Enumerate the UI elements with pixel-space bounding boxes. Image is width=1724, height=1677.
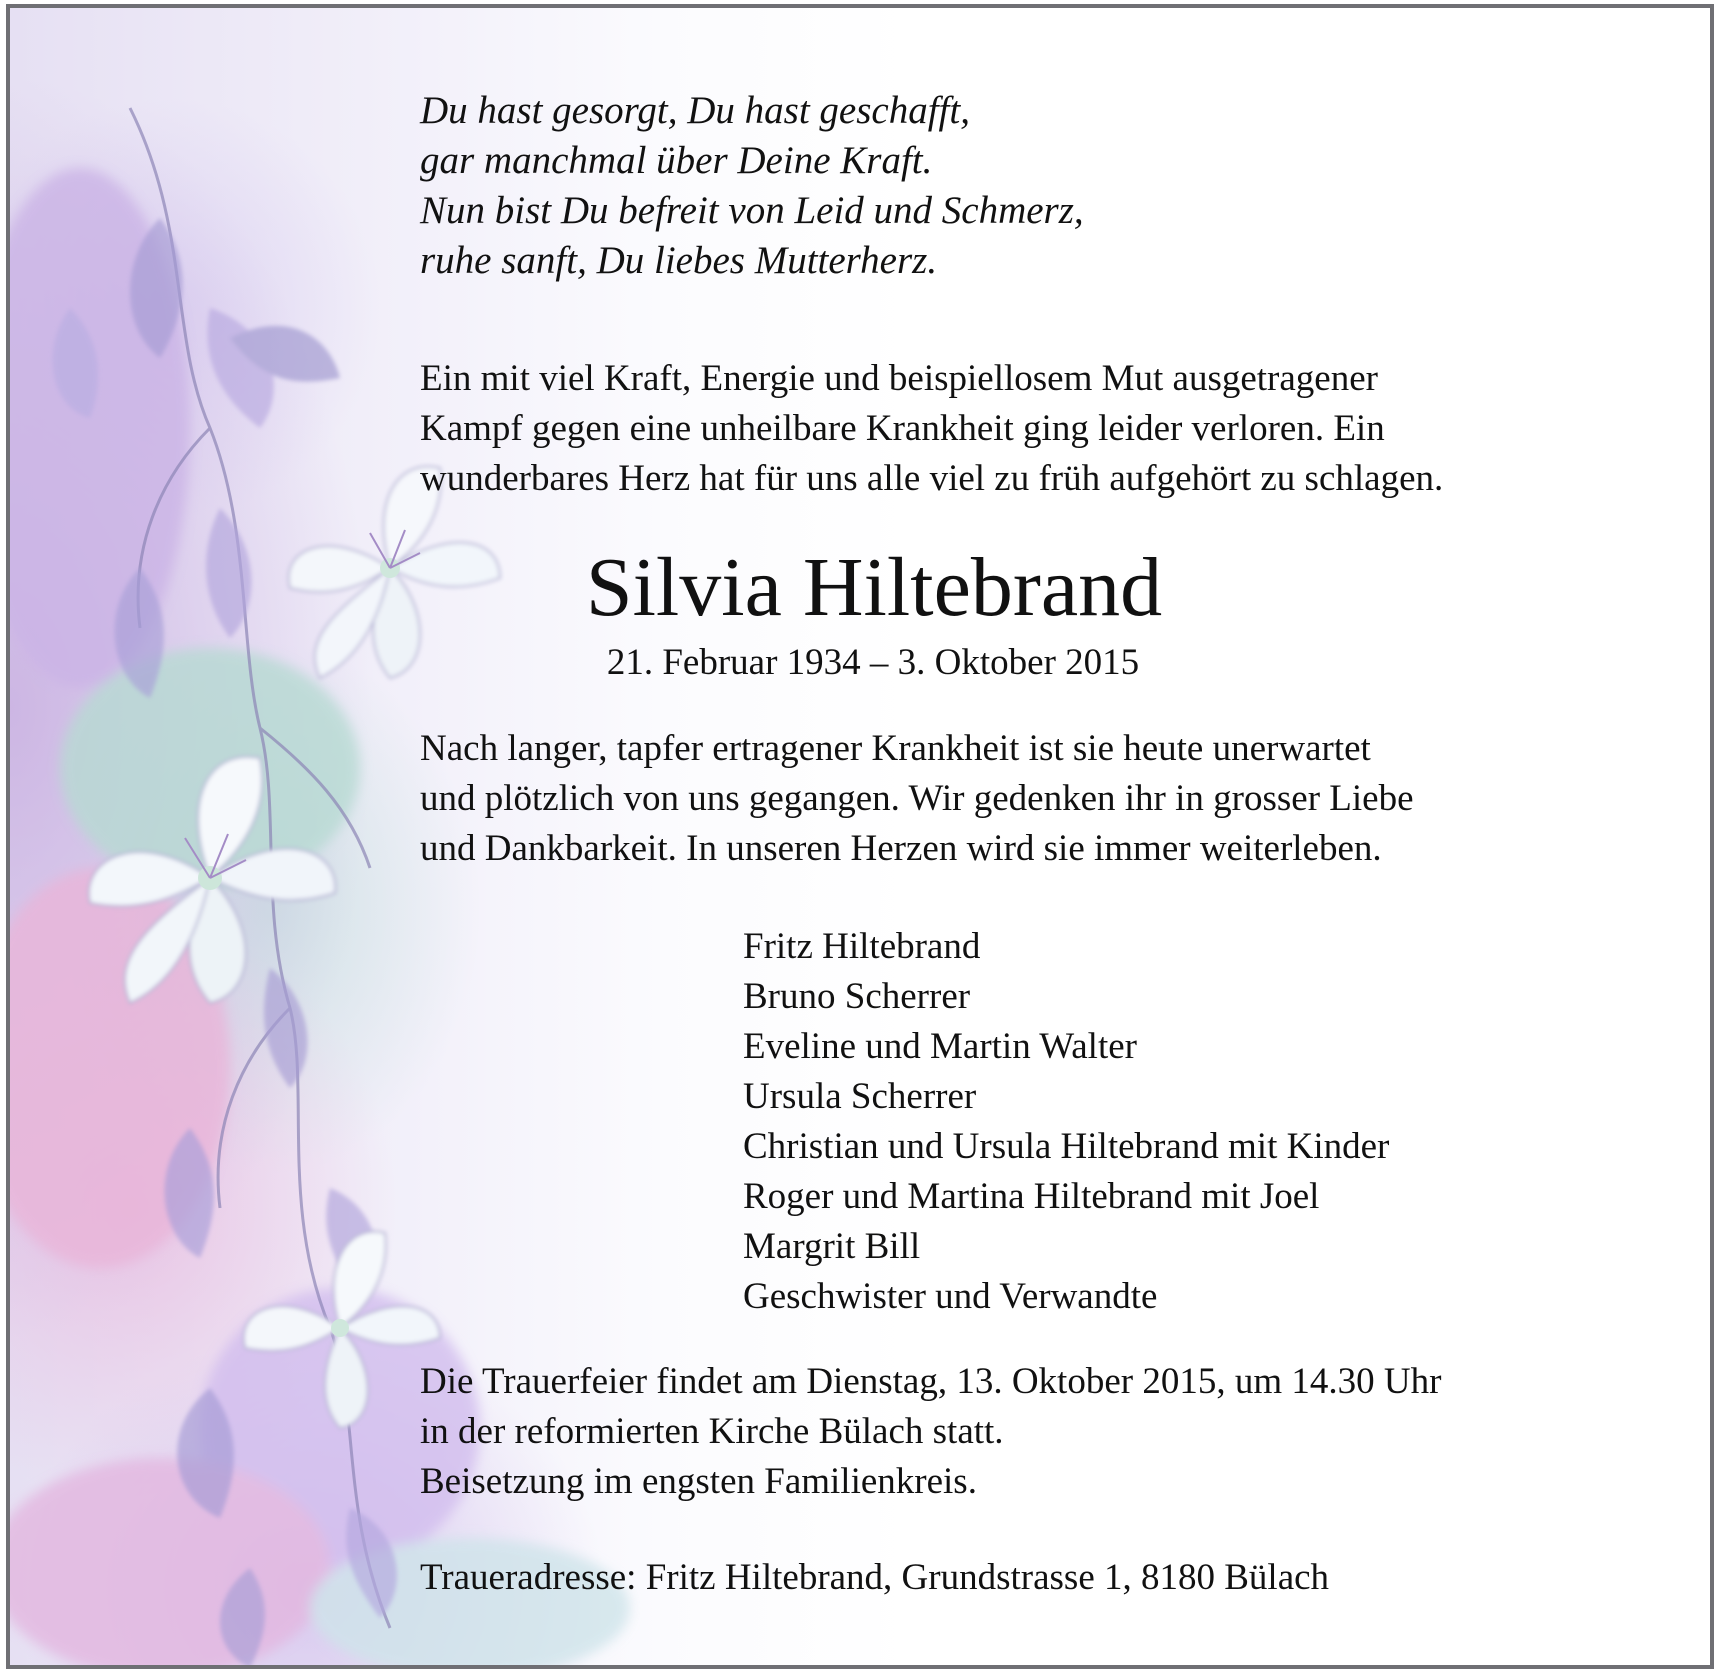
life-dates (10, 638, 1710, 688)
tribute-line: und Dankbarkeit. In unseren Herzen wird sie immer weiterleben. (420, 828, 1382, 869)
life-dates-text: 21. Februar 1934 – 3. Oktober 2015 (606, 642, 1140, 683)
poem-line: Du hast gesorgt, Du hast geschafft, (420, 89, 970, 132)
deceased-name-text: Silvia Hiltebrand (585, 541, 1163, 634)
mourner-item: Ursula Scherrer (743, 1076, 977, 1117)
poem-line: ruhe sanft, Du liebes Mutterherz. (420, 239, 938, 282)
tribute-paragraph (420, 724, 1700, 874)
ceremony-line: in der reformierten Kirche Bülach statt. (420, 1411, 1004, 1452)
deceased-name (10, 538, 1710, 638)
mourner-item: Margrit Bill (743, 1226, 921, 1267)
ceremony-paragraph (420, 1357, 1700, 1507)
obituary-card (6, 4, 1714, 1669)
poem-line: Nun bist Du befreit von Leid und Schmerz, (420, 189, 1084, 232)
intro-paragraph (420, 354, 1700, 504)
ceremony-line: Die Trauerfeier findet am Dienstag, 13. Oktober 2015, um 14.30 Uhr (420, 1361, 1442, 1402)
mourner-item: Eveline und Martin Walter (743, 1026, 1137, 1067)
memorial-poem (420, 86, 1084, 286)
poem-line: gar manchmal über Deine Kraft. (420, 139, 933, 182)
mourners-list (743, 922, 1389, 1322)
intro-line: Kampf gegen eine unheilbare Krankheit ging leider verloren. Ein (420, 408, 1385, 449)
mourner-item: Geschwister und Verwandte (743, 1276, 1158, 1317)
mourner-item: Bruno Scherrer (743, 976, 971, 1017)
intro-line: Ein mit viel Kraft, Energie und beispiellosem Mut ausgetragener (420, 358, 1378, 399)
mourning-address: Traueradresse: Fritz Hiltebrand, Grundstrasse 1, 8180 Bülach (420, 1557, 1330, 1598)
mourner-item: Fritz Hiltebrand (743, 926, 981, 967)
intro-line: wunderbares Herz hat für uns alle viel zu früh aufgehört zu schlagen. (420, 458, 1444, 499)
tribute-line: Nach langer, tapfer ertragener Krankheit ist sie heute unerwartet (420, 728, 1371, 769)
ceremony-line: Beisetzung im engsten Familienkreis. (420, 1461, 977, 1502)
mourner-item: Roger und Martina Hiltebrand mit Joel (743, 1176, 1320, 1217)
tribute-line: und plötzlich von uns gegangen. Wir gedenken ihr in grosser Liebe (420, 778, 1414, 819)
mourner-item: Christian und Ursula Hiltebrand mit Kinder (743, 1126, 1390, 1167)
